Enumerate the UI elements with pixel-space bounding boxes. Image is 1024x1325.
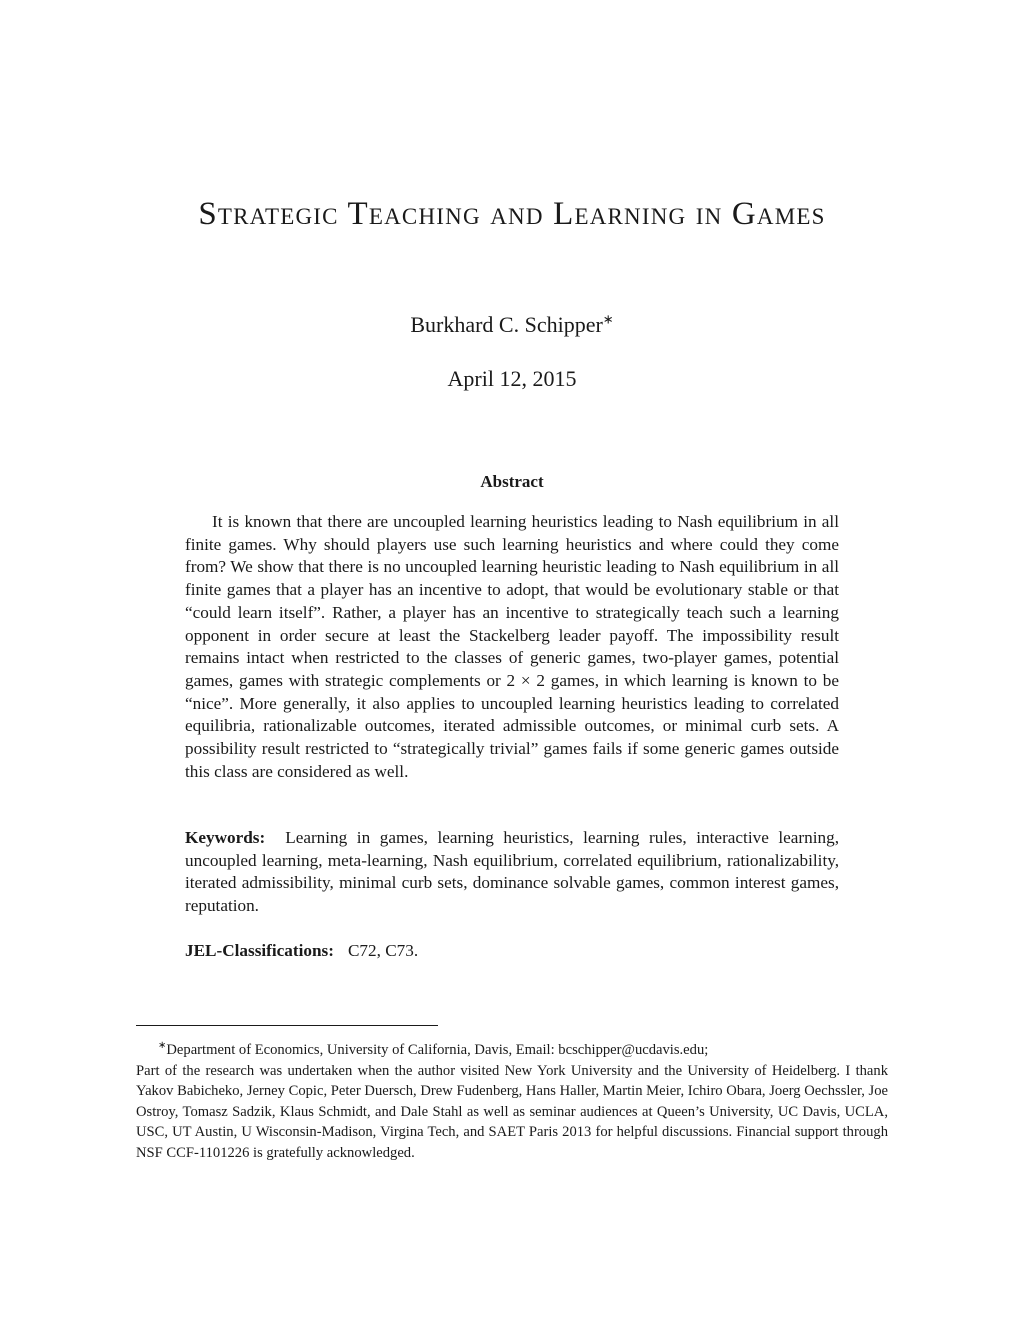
footnote-affiliation: Department of Economics, University of California, Davis, Email: bcschipper@ucdavis.edu; [166, 1042, 709, 1058]
abstract-text: It is known that there are uncoupled learning heuristics leading to Nash equilibrium in all finite games. Why should players use such learning heuristics and where could they come from? We show that there is no uncoupled learning heuristic leading to Nash equilibrium in all finite games that a player has an incentive to adopt, that would be evolutionary stable or that “could learn itself”. Rather, a player has an incentive to strategically teach such a learning opponent in order secure at least the Stackelberg leader payoff. The impossibility result remains intact when restricted to the classes of generic games, two-player games, potential games, games with strategic complements or 2 × 2 games, in which learning is known to be “nice”. More generally, it also applies to uncoupled learning heuristics leading to correlated equilibria, rationalizable outcomes, iterated admissible outcomes, or minimal curb sets. A possibility result restricted to “strategically trivial” games fails if some generic games outside this class are considered as well. [185, 512, 839, 781]
jel-text: C72, C73. [347, 941, 419, 960]
footnote-acknowledgements: Part of the research was undertaken when the author visited New York University and the University of Heidelberg. I thank Yakov Babicheko, Jerney Copic, Peter Duersch, Drew Fudenberg, Hans Haller, Martin Meier, Ichiro Obara, Joerg Oechssler, Joe Ostroy, Tomasz Sadzik, Klaus Schmidt, and Dale Stahl as well as seminar audiences at Queen’s University, UC Davis, UCLA, USC, UT Austin, U Wisconsin-Madison, Virgina Tech, and SAET Paris 2013 for helpful discussions. Financial support through NSF CCF-1101226 is gratefully acknowledged. [136, 1062, 888, 1161]
keywords-text: Learning in games, learning heuristics, learning rules, interactive learning, uncoupled learning, meta-learning, Nash equilibrium, correlated equilibrium, rationalizability, iterated admissibility, minimal curb sets, dominance solvable games, common interest games, reputation. [185, 828, 839, 916]
jel-paragraph [185, 940, 839, 963]
author-name: Burkhard C. Schipper [410, 312, 603, 337]
author-footnote-mark: ∗ [602, 311, 614, 327]
keywords-paragraph [185, 827, 839, 918]
author-line [150, 310, 874, 340]
footnote [136, 1040, 888, 1163]
publication-date: April 12, 2015 [447, 366, 577, 391]
footnote-divider [136, 1025, 438, 1026]
jel-label: JEL-Classifications: [185, 941, 334, 960]
keywords-label: Keywords: [185, 828, 266, 847]
footnote-mark: ∗ [158, 1040, 167, 1052]
abstract-heading: Abstract [480, 472, 544, 491]
footnote-first-line [136, 1040, 888, 1061]
paper-title: Strategic Teaching and Learning in Games [198, 196, 826, 232]
